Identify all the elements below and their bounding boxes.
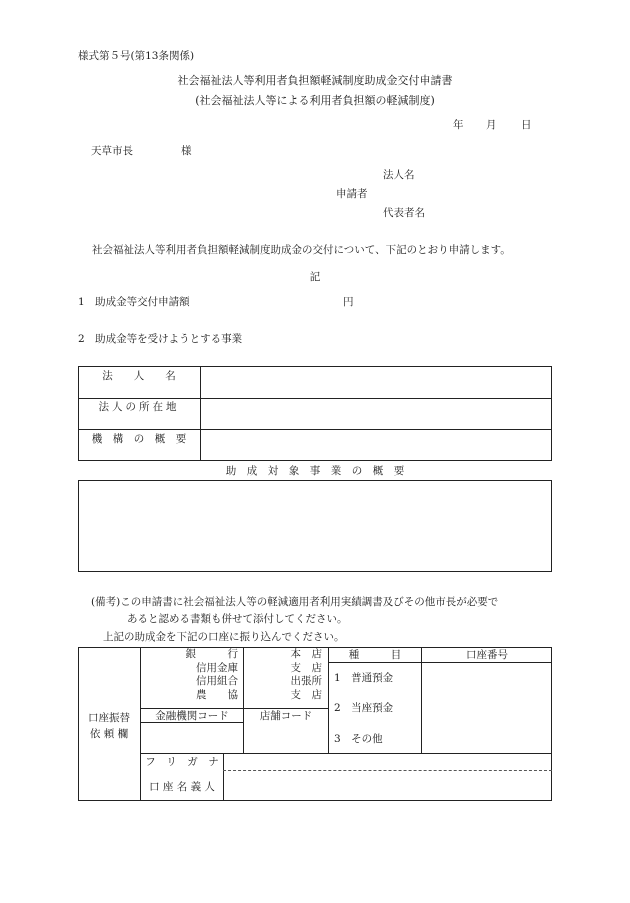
- ki-heading: 記: [309, 271, 321, 283]
- bank-section-label-1: 口座振替: [88, 712, 130, 724]
- bank-type-nokyo: 農 協: [196, 688, 238, 701]
- corp-name-label: 法 人 名: [102, 370, 176, 382]
- bank-section-label-2: 依 頼 欄: [89, 728, 129, 740]
- date-year: 年: [453, 119, 464, 131]
- form-title: 社会福祉法人等利用者負担額軽減制度助成金交付申請書: [177, 74, 453, 87]
- account-type-header: 種 目: [348, 649, 402, 661]
- branch-type-list: [248, 648, 322, 702]
- bank-type-shinkin: 信用金庫: [196, 661, 238, 674]
- bank-code-field[interactable]: [141, 723, 242, 752]
- furigana-label: フ リ ガ ナ: [145, 756, 219, 768]
- application-statement: 社会福祉法人等利用者負担額軽減制度助成金の交付について、下記のとおり申請します。: [92, 244, 511, 256]
- item1-label: 1 助成金等交付申請額: [78, 296, 190, 308]
- bank-type-kumiai: 信用組合: [196, 675, 238, 687]
- furigana-field[interactable]: [224, 754, 551, 769]
- account-holder-field[interactable]: [224, 771, 551, 800]
- summary-box[interactable]: [78, 480, 552, 572]
- branch-type-branch: 支 店: [290, 661, 322, 674]
- summary-heading: 助 成 対 象 事 業 の 概 要: [225, 465, 405, 477]
- applicant-label: 申請者: [336, 188, 368, 200]
- account-number-field[interactable]: [422, 663, 551, 752]
- form-number: 様式第５号(第13条関係): [78, 50, 195, 62]
- bank-type-bank: 銀 行: [185, 648, 238, 660]
- corp-name-field[interactable]: [202, 368, 550, 396]
- remarks-line1: (備考)この申請書に社会福祉法人等の軽減適用者利用実績調書及びその他市長が必要で: [91, 596, 499, 608]
- date-day: 日: [521, 119, 532, 131]
- account-holder-label: 口 座 名 義 人: [149, 781, 215, 793]
- remarks-line2: あると認める書類も併せて添付してください。: [127, 613, 348, 625]
- branch-type-office: 出張所: [290, 675, 322, 687]
- addressee-honorific: 様: [181, 145, 192, 157]
- corp-structure-field[interactable]: [202, 431, 550, 459]
- account-type-current[interactable]: 2 当座預金: [334, 702, 394, 714]
- addressee-mayor: 天草市長: [91, 145, 133, 157]
- bank-type-list: [150, 648, 238, 702]
- date-month: 月: [486, 119, 497, 131]
- applicant-representative-label: 代表者名: [383, 207, 425, 219]
- corp-address-label: 法人の所在地: [98, 401, 180, 413]
- branch-type-main: 本 店: [290, 648, 322, 660]
- branch-code-label: 店舗コード: [259, 710, 313, 722]
- branch-code-field[interactable]: [244, 709, 327, 752]
- account-number-header: 口座番号: [466, 649, 508, 661]
- item2-label: 2 助成金等を受けようとする事業: [78, 333, 243, 345]
- bank-code-label: 金融機関コード: [155, 710, 229, 722]
- applicant-corp-name-label: 法人名: [383, 169, 415, 181]
- account-type-other[interactable]: 3 その他: [334, 733, 383, 745]
- corp-address-field[interactable]: [202, 400, 550, 427]
- form-subtitle: (社会福祉法人等による利用者負担額の軽減制度): [195, 94, 435, 107]
- account-type-ordinary[interactable]: 1 普通預金: [334, 672, 394, 684]
- corp-structure-label: 機 構 の 概 要: [91, 433, 187, 445]
- branch-type-branch-2: 支 店: [290, 688, 322, 701]
- item1-unit: 円: [343, 296, 354, 308]
- transfer-note: 上記の助成金を下記の口座に振り込んでください。: [103, 631, 345, 643]
